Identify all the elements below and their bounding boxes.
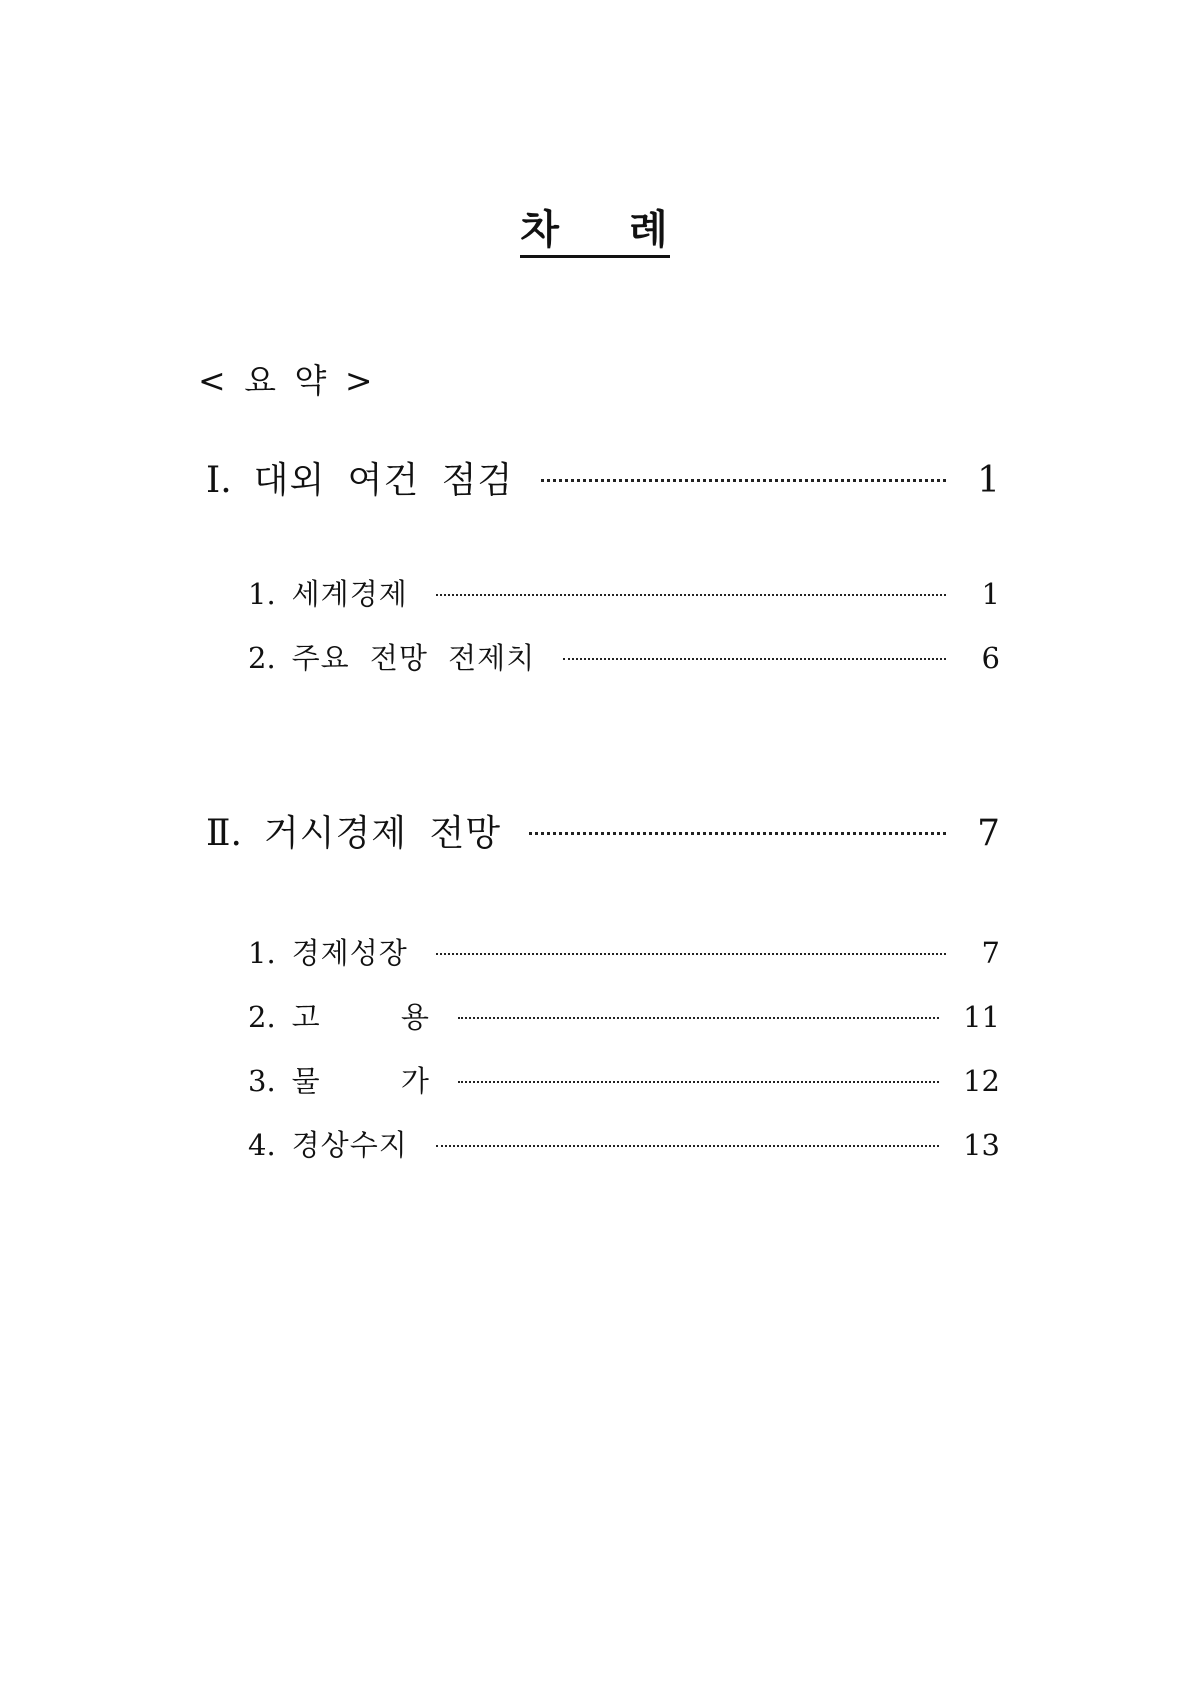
toc-section-label: 대외 여건 점검 — [253, 460, 514, 501]
toc-dot-leader — [436, 953, 946, 955]
toc-section-number: Ⅱ. — [206, 813, 242, 854]
toc-subsection-number: 1. — [248, 577, 276, 611]
page-title: 차 례 — [520, 206, 669, 258]
toc-subsection-label: 고 용 — [291, 1000, 430, 1034]
toc-entry-2-3[interactable] — [248, 1062, 1000, 1100]
toc-subsection-number: 2. — [248, 641, 276, 675]
toc-dot-leader — [436, 594, 946, 596]
toc-subsection-number: 4. — [248, 1128, 276, 1162]
toc-section-number: Ⅰ. — [206, 460, 232, 501]
toc-subsection-label: 경제성장 — [291, 936, 408, 970]
toc-page-number: 1 — [981, 577, 1000, 611]
toc-entry-2-2[interactable] — [248, 998, 1000, 1036]
toc-entry-2-1[interactable] — [248, 934, 1000, 972]
toc-subsection-label: 경상수지 — [291, 1128, 408, 1162]
toc-subsection-number: 2. — [248, 1000, 276, 1034]
toc-page-number: 11 — [963, 1000, 1000, 1034]
toc-dot-leader — [541, 479, 946, 482]
toc-entry-2-4[interactable] — [248, 1126, 1000, 1164]
page-title-wrapper — [0, 206, 1190, 258]
toc-subsection-label: 세계경제 — [291, 577, 408, 611]
toc-dot-leader — [529, 832, 946, 835]
toc-entry-1-2[interactable] — [248, 639, 1000, 677]
toc-subsection-label: 물 가 — [291, 1064, 430, 1098]
toc-entry-section-1[interactable] — [206, 458, 1000, 504]
toc-page-number: 7 — [981, 936, 1000, 970]
toc-dot-leader — [458, 1081, 939, 1083]
toc-dot-leader — [458, 1017, 939, 1019]
toc-dot-leader — [436, 1145, 939, 1147]
summary-heading: < 요 약 > — [198, 361, 373, 400]
toc-page-number: 12 — [963, 1064, 1000, 1098]
toc-entry-1-1[interactable] — [248, 575, 1000, 613]
toc-section-label: 거시경제 전망 — [263, 813, 502, 854]
toc-page-number: 7 — [977, 813, 1000, 854]
toc-subsection-number: 3. — [248, 1064, 276, 1098]
toc-entry-section-2[interactable] — [206, 811, 1000, 857]
toc-subsection-label: 주요 전망 전제치 — [291, 641, 536, 675]
toc-subsection-number: 1. — [248, 936, 276, 970]
toc-dot-leader — [563, 658, 946, 660]
toc-page-number: 1 — [977, 460, 1000, 501]
toc-page-number: 6 — [981, 641, 1000, 675]
toc-page-number: 13 — [963, 1128, 1000, 1162]
